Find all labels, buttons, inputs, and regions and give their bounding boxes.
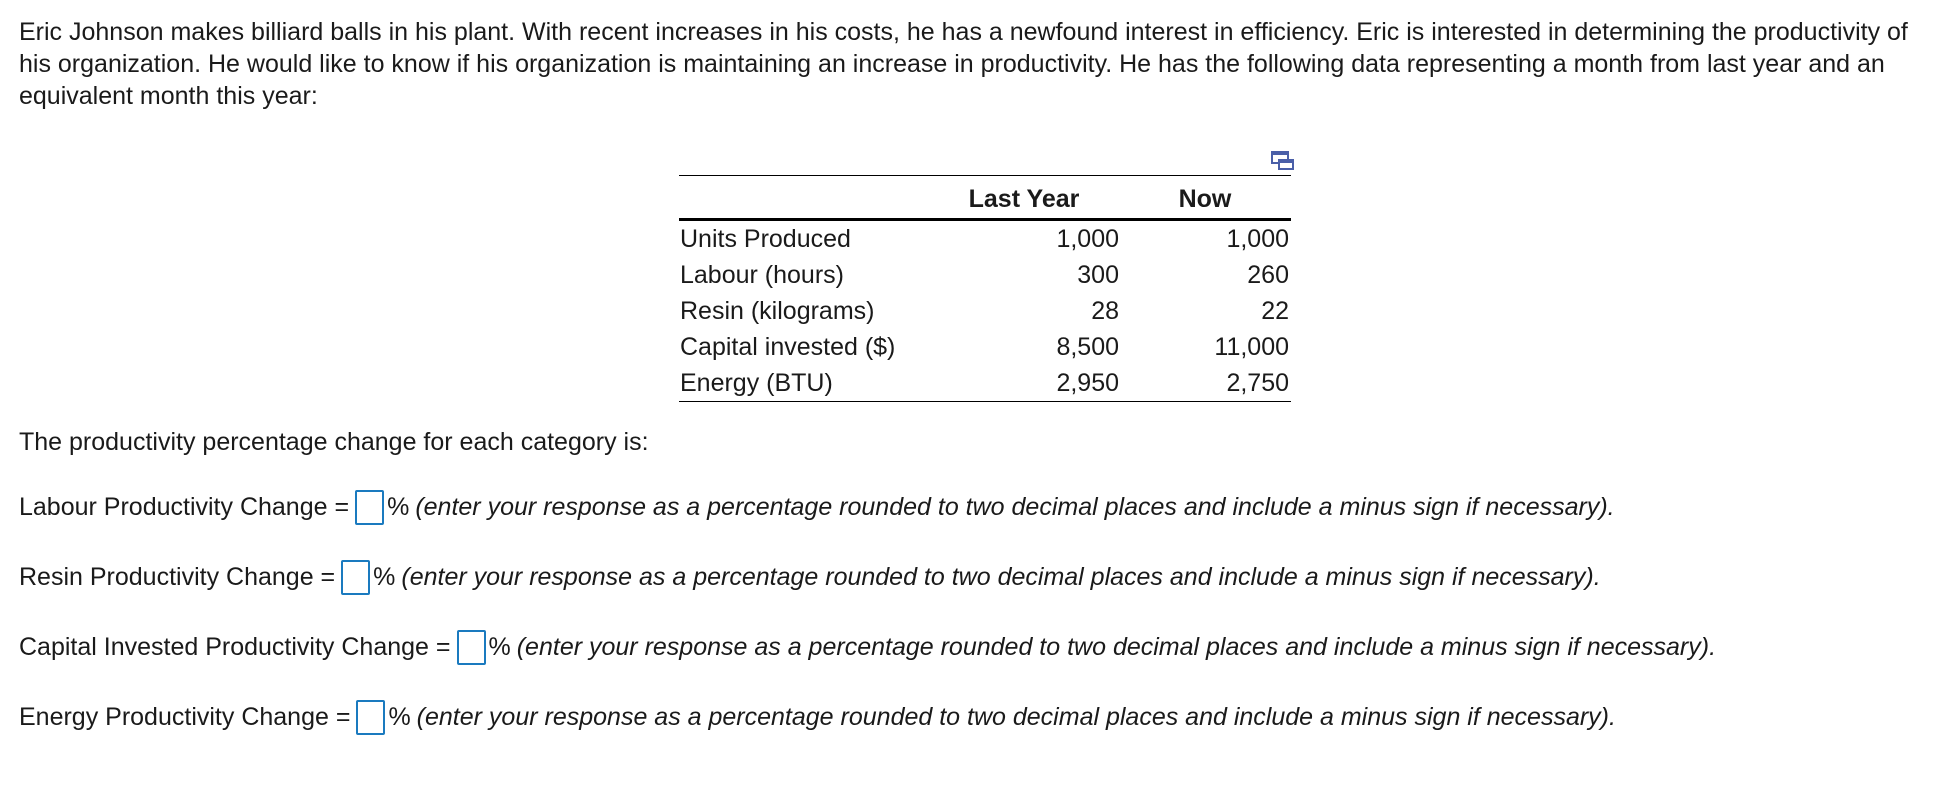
question-label: Resin Productivity Change = [19, 562, 336, 591]
percent-unit: % [373, 562, 396, 591]
popout-window-icon[interactable] [1270, 150, 1296, 172]
percent-unit: % [388, 702, 411, 731]
table-row [679, 293, 1291, 329]
table-row [679, 329, 1291, 365]
table-row [679, 220, 1291, 258]
answer-hint: (enter your response as a percentage rounded to two decimal places and include a minus sign if necessary). [516, 632, 1717, 661]
row-last-year: 2,950 [1056, 368, 1119, 397]
question-label: Energy Productivity Change = [19, 702, 351, 731]
question-prompt: The productivity percentage change for each category is: [19, 428, 649, 456]
row-last-year: 1,000 [1056, 224, 1119, 253]
table-row [679, 257, 1291, 293]
header-last-year: Last Year [929, 176, 1119, 220]
row-label: Units Produced [680, 224, 851, 253]
question-label: Capital Invested Productivity Change = [19, 632, 451, 661]
row-last-year: 28 [1091, 296, 1119, 325]
capital-productivity-question [19, 627, 1716, 667]
row-now: 11,000 [1214, 332, 1289, 361]
percent-unit: % [488, 632, 511, 661]
row-last-year: 8,500 [1056, 332, 1119, 361]
energy-productivity-input[interactable] [356, 700, 385, 735]
row-label: Energy (BTU) [680, 368, 833, 397]
row-now: 2,750 [1226, 368, 1289, 397]
answer-hint: (enter your response as a percentage rounded to two decimal places and include a minus sign if necessary). [416, 702, 1616, 731]
resin-productivity-question [19, 557, 1601, 597]
row-label: Resin (kilograms) [680, 296, 875, 325]
data-table [679, 175, 1291, 402]
table-header-row [679, 176, 1291, 220]
question-label: Labour Productivity Change = [19, 492, 350, 521]
resin-productivity-input[interactable] [341, 560, 370, 595]
row-now: 1,000 [1226, 224, 1289, 253]
labour-productivity-input[interactable] [355, 490, 384, 525]
header-now: Now [1119, 176, 1291, 220]
percent-unit: % [387, 492, 410, 521]
answer-hint: (enter your response as a percentage rounded to two decimal places and include a minus sign if necessary). [401, 562, 1601, 591]
row-label: Capital invested ($) [680, 332, 896, 361]
table-row [679, 365, 1291, 402]
row-now: 22 [1261, 296, 1289, 325]
row-label: Labour (hours) [680, 260, 844, 289]
energy-productivity-question [19, 697, 1616, 737]
capital-productivity-input[interactable] [457, 630, 486, 665]
labour-productivity-question [19, 487, 1615, 527]
row-last-year: 300 [1077, 260, 1119, 289]
problem-intro-text: Eric Johnson makes billiard balls in his plant. With recent increases in his costs, he has a newfound interest in efficiency. Eric is interested in determining the productivity of his organization. He would like to know if his organization is maintaining an increase in productivity. He has the following data representing a month from last year and an equivalent month this year: [19, 18, 1908, 110]
header-category [679, 176, 929, 220]
row-now: 260 [1247, 260, 1289, 289]
answer-hint: (enter your response as a percentage rounded to two decimal places and include a minus sign if necessary). [415, 492, 1615, 521]
